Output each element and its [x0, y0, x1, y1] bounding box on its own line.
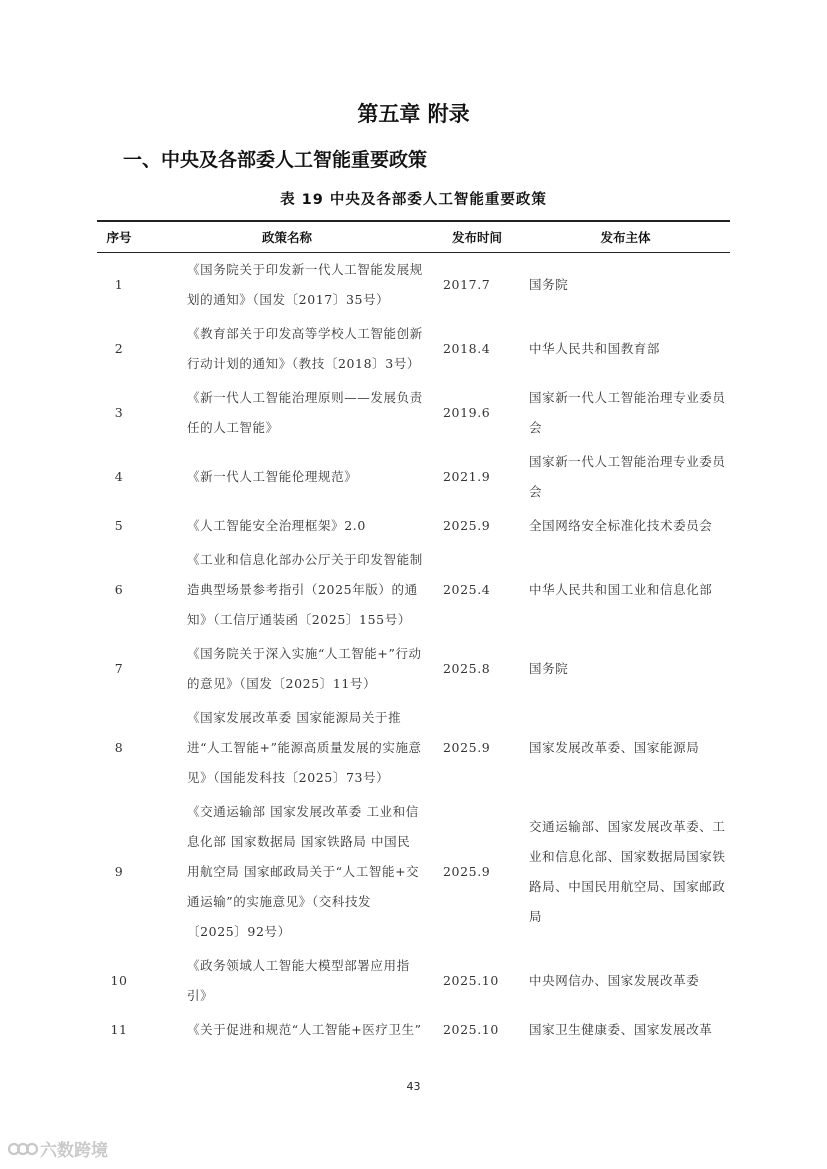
table-row [97, 381, 730, 445]
row-date: 2019.6 [443, 405, 491, 420]
row-date: 2025.8 [443, 661, 491, 676]
row-name: 《教育部关于印发高等学校人工智能创新行动计划的通知》（教技〔2018〕3号） [187, 326, 423, 371]
row-org: 中央网信办、国家发展改革委 [529, 973, 700, 988]
row-org: 国务院 [529, 661, 569, 676]
row-date: 2025.9 [443, 740, 491, 755]
header-no: 序号 [97, 221, 141, 253]
row-org: 全国网络安全标准化技术委员会 [529, 518, 713, 533]
section-title: 一、中央及各部委人工智能重要政策 [123, 149, 428, 171]
row-no: 5 [114, 518, 124, 533]
row-no: 10 [110, 973, 128, 988]
row-name: 《国务院关于深入实施“人工智能+”行动的意见》（国发〔2025〕11号） [187, 646, 422, 691]
row-no: 1 [114, 277, 124, 292]
row-org: 国务院 [529, 277, 569, 292]
policy-table [97, 220, 730, 1047]
row-name: 《政务领域人工智能大模型部署应用指引》 [187, 958, 410, 1003]
chapter-title: 第五章 附录 [357, 102, 470, 126]
row-name: 《人工智能安全治理框架》2.0 [187, 518, 366, 533]
table-caption: 表 19 中央及各部委人工智能重要政策 [280, 192, 547, 208]
table-header-row [97, 221, 730, 253]
watermark [8, 1136, 108, 1161]
page-number: 43 [406, 1080, 421, 1093]
row-name: 《国务院关于印发新一代人工智能发展规划的通知》（国发〔2017〕35号） [187, 262, 423, 307]
row-org: 中华人民共和国教育部 [529, 341, 661, 356]
row-no: 6 [114, 582, 124, 597]
row-name: 《交通运输部 国家发展改革委 工业和信息化部 国家数据局 国家铁路局 中国民用航空局 国家邮政局关于“人工智能+交通运输”的实施意见》（交科技发〔2025〕92号） [187, 804, 420, 939]
row-no: 11 [110, 1022, 128, 1037]
header-name: 政策名称 [141, 221, 433, 253]
table-row [97, 701, 730, 795]
row-no: 9 [114, 864, 124, 879]
row-org: 国家新一代人工智能治理专业委员会 [529, 390, 726, 435]
header-org: 发布主体 [521, 221, 730, 253]
row-no: 2 [114, 341, 124, 356]
row-name: 《新一代人工智能伦理规范》 [187, 469, 358, 484]
row-org: 国家卫生健康委、国家发展改革 [529, 1022, 713, 1037]
table-row [97, 253, 730, 318]
row-date: 2021.9 [443, 469, 491, 484]
row-name: 《国家发展改革委 国家能源局关于推进“人工智能+”能源高质量发展的实施意见》（国能发科技〔2025〕73号） [187, 710, 422, 785]
header-date: 发布时间 [433, 221, 521, 253]
watermark-text: 六数跨境 [40, 1141, 108, 1161]
row-date: 2025.9 [443, 864, 491, 879]
row-date: 2025.10 [443, 973, 499, 988]
table-row [97, 543, 730, 637]
row-date: 2018.4 [443, 341, 491, 356]
row-org: 国家发展改革委、国家能源局 [529, 740, 700, 755]
row-org: 交通运输部、国家发展改革委、工业和信息化部、国家数据局国家铁路局、中国民用航空局、国家邮政局 [529, 819, 726, 924]
row-no: 4 [114, 469, 124, 484]
row-no: 7 [114, 661, 124, 676]
table-row [97, 509, 730, 543]
table-row [97, 1013, 730, 1047]
table-row [97, 317, 730, 381]
row-date: 2025.4 [443, 582, 491, 597]
row-date: 2025.10 [443, 1022, 499, 1037]
table-row [97, 949, 730, 1013]
row-org: 国家新一代人工智能治理专业委员会 [529, 454, 726, 499]
row-no: 3 [114, 405, 124, 420]
table-row [97, 795, 730, 949]
row-name: 《新一代人工智能治理原则——发展负责任的人工智能》 [187, 390, 423, 435]
row-date: 2025.9 [443, 518, 491, 533]
watermark-logo-icon [8, 1140, 38, 1158]
row-date: 2017.7 [443, 277, 491, 292]
row-name: 《关于促进和规范“人工智能+医疗卫生” [187, 1022, 422, 1037]
table-row [97, 445, 730, 509]
row-no: 8 [114, 740, 124, 755]
row-name: 《工业和信息化部办公厅关于印发智能制造典型场景参考指引（2025年版）的通知》（工信厅通装函〔2025〕155号） [187, 552, 423, 627]
row-org: 中华人民共和国工业和信息化部 [529, 582, 713, 597]
table-row [97, 637, 730, 701]
